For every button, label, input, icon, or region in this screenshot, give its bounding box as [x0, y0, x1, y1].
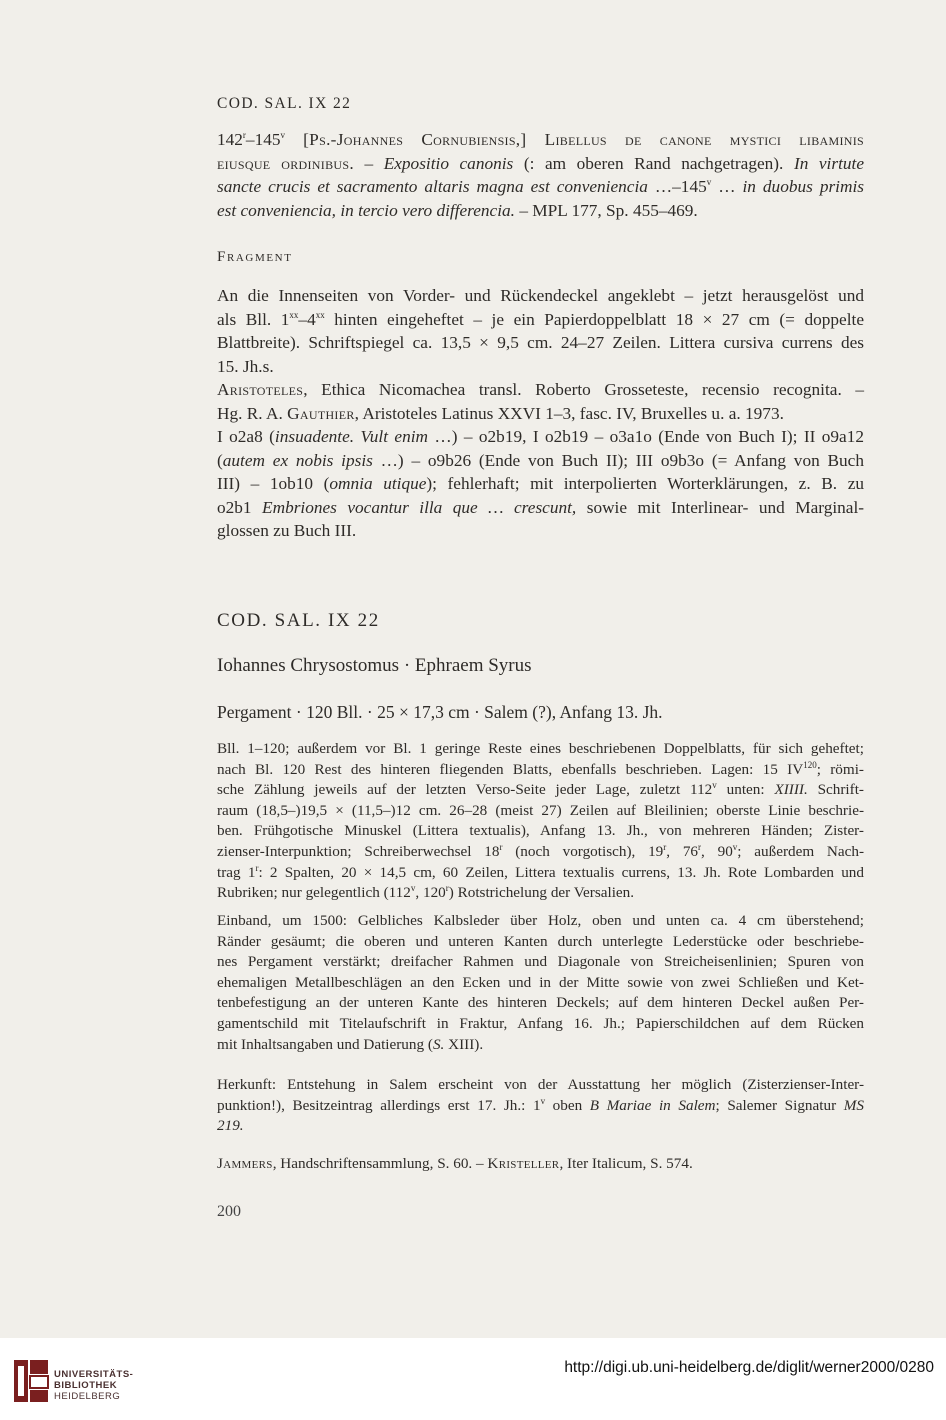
fragment-line: III) – 1ob10 (omnia utique); fehlerhaft; mit interpolierten Worterklärungen, z. B. zu — [217, 474, 865, 493]
codex-description — [217, 739, 864, 904]
description-line: sche Zählung jeweils auf der letzten Verso-Seite jeder Lage, zuletzt 112$^v$ unten: XIIII. Schrift- — [217, 780, 864, 799]
fragment-line: o2b1 Embriones vocantur illa que … crescunt, sowie mit Interlinear- und Marginal- — [217, 497, 865, 517]
fragment-line: An die Innenseiten von Vorder- und Rückendeckel angeklebt – jetzt herausgelöst und — [217, 286, 864, 305]
binding-line: mit Inhaltsangaben und Datierung (S. XIII). — [217, 1035, 484, 1053]
fragment-line: Aristoteles, Ethica Nicomachea transl. Roberto Grosseteste, recensio recognita. – — [217, 380, 864, 399]
fragment-text — [217, 284, 864, 543]
logo-line-1: UNIVERSITÄTS- — [54, 1369, 134, 1380]
codex-meta: Pergament · 120 Bll. · 25 × 17,3 cm · Salem (?), Anfang 13. Jh. — [217, 702, 663, 722]
fragment-line: I o2a8 (insuadente. Vult enim …) – o2b19, I o2b19 – o3a1o (Ende von Buch I); II o9a12 — [217, 427, 864, 446]
entry-142-145 — [217, 128, 864, 222]
description-line: zienser-Interpunktion; Schreiberwechsel 18$^r$ (noch vorgotisch), 19$^r$, 76$^r$, 90$^v$; außerdem Nach- — [217, 841, 865, 860]
provenance-paragraph — [217, 1075, 864, 1137]
description-line: Rubriken; nur gelegentlich (112$^v$, 120$^r$) Rotstrichelung der Versalien. — [217, 883, 635, 902]
provenance-line: punktion!), Besitzeintrag allerdings erst 17. Jh.: 1$^v$ oben B Mariae in Salem; Salemer Signatur MS — [217, 1095, 864, 1114]
literature-paragraph — [217, 1154, 864, 1175]
fragment-heading: Fragment — [217, 249, 293, 265]
entry-line-3: sancte crucis et sacramento altaris magna est conveniencia …–145$^v$ … in duobus primis — [217, 177, 864, 196]
binding-line: nes Pergament verstärkt; dreifacher Rahmen und Diagonale von Streicheisenlinien; Spuren von — [217, 953, 864, 971]
description-line: nach Bl. 120 Rest des hinteren fliegenden Blatts, ebenfalls beschrieben. Lagen: 15 IV$^{120}$; römi- — [217, 759, 864, 778]
literature-line: Jammers, Handschriftensammlung, S. 60. – Kristeller, Iter Italicum, S. 574. — [217, 1155, 693, 1172]
permalink-url[interactable]: http://digi.ub.uni-heidelberg.de/diglit/werner2000/0280 — [564, 1359, 934, 1376]
fragment-line: Hg. R. A. Gauthier, Aristoteles Latinus XXVI 1–3, fasc. IV, Bruxelles u. a. 1973. — [217, 403, 784, 423]
page-number: 200 — [217, 1203, 241, 1220]
entry-line-2: eiusque ordinibus. – Expositio canonis (: am oberen Rand nachgetragen). In virtute — [217, 153, 864, 173]
description-line: raum (18,5–)19,5 × (11,5–)12 cm. 26–28 (meist 27) Zeilen auf Bleilinien; oberste Linie beschrie- — [217, 801, 864, 819]
entry-line-1: 142$^r$–145$^v$ [Ps.-Johannes Cornubiensis,] Libellus de canone mystici libaminis — [217, 130, 864, 149]
binding-paragraph — [217, 911, 864, 1055]
binding-line: Ränder gesäumt; die oberen und unteren Kanten durch unterlegte Lederstücke oder beschriebe- — [217, 932, 864, 950]
library-footer — [0, 1338, 946, 1420]
fragment-line: Blattbreite). Schriftspiegel ca. 13,5 × 9,5 cm. 24–27 Zeilen. Littera cursiva currens des — [217, 333, 864, 352]
provenance-line: 219. — [217, 1117, 244, 1135]
binding-line: ehemaligen Metallbeschlägen an den Ecken und in der Mitte sowie von zwei Schließen und Ket- — [217, 973, 864, 991]
logo-line-2: BIBLIOTHEK — [54, 1380, 118, 1391]
provenance-line: Herkunft: Entstehung in Salem erscheint von der Ausstattung her möglich (Zisterzienser-Inter- — [217, 1076, 864, 1093]
library-logo-icon — [12, 1358, 50, 1404]
running-header: COD. SAL. IX 22 — [217, 95, 352, 112]
entry-line-4: est conveniencia, in tercio vero differencia. – MPL 177, Sp. 455–469. — [217, 200, 698, 220]
fragment-line: glossen zu Buch III. — [217, 521, 357, 540]
codex-title: Iohannes Chrysostomus · Ephraem Syrus — [217, 655, 532, 676]
description-line: trag 1$^r$: 2 Spalten, 20 × 14,5 cm, 60 Zeilen, Littera textualis currens, 13. Jh. Rote Lombarden und — [217, 862, 864, 881]
binding-line: Einband, um 1500: Gelbliches Kalbsleder über Holz, oben und unten ca. 4 cm überstehend; — [217, 912, 864, 929]
fragment-line: als Bll. 1$^{xx}$–4$^{xx}$ hinten eingeheftet – je ein Papierdoppelblatt 18 × 27 cm (= doppelte — [217, 309, 864, 329]
fragment-line: 15. Jh.s. — [217, 356, 274, 376]
binding-line: tenbefestigung an der unteren Kante des hinteren Deckels; auf dem hinteren Deckel außen Per- — [217, 994, 864, 1012]
codex-heading: COD. SAL. IX 22 — [217, 610, 380, 631]
library-logo-text — [54, 1369, 133, 1402]
binding-line: gamentschild mit Titelaufschrift in Fraktur, Anfang 16. Jh.; Papierschildchen auf dem Rücken — [217, 1014, 864, 1032]
description-line: Bll. 1–120; außerdem vor Bl. 1 geringe Reste eines beschriebenen Doppelblatts, für sich geheftet; — [217, 740, 864, 757]
fragment-line: (autem ex nobis ipsis …) – o9b26 (Ende von Buch II); III o9b3o (= Anfang von Buch — [217, 450, 864, 470]
description-line: ben. Frühgotische Minuskel (Littera textualis), Anfang 13. Jh., von mehreren Händen; Zister- — [217, 822, 864, 840]
logo-line-3: HEIDELBERG — [54, 1391, 121, 1402]
